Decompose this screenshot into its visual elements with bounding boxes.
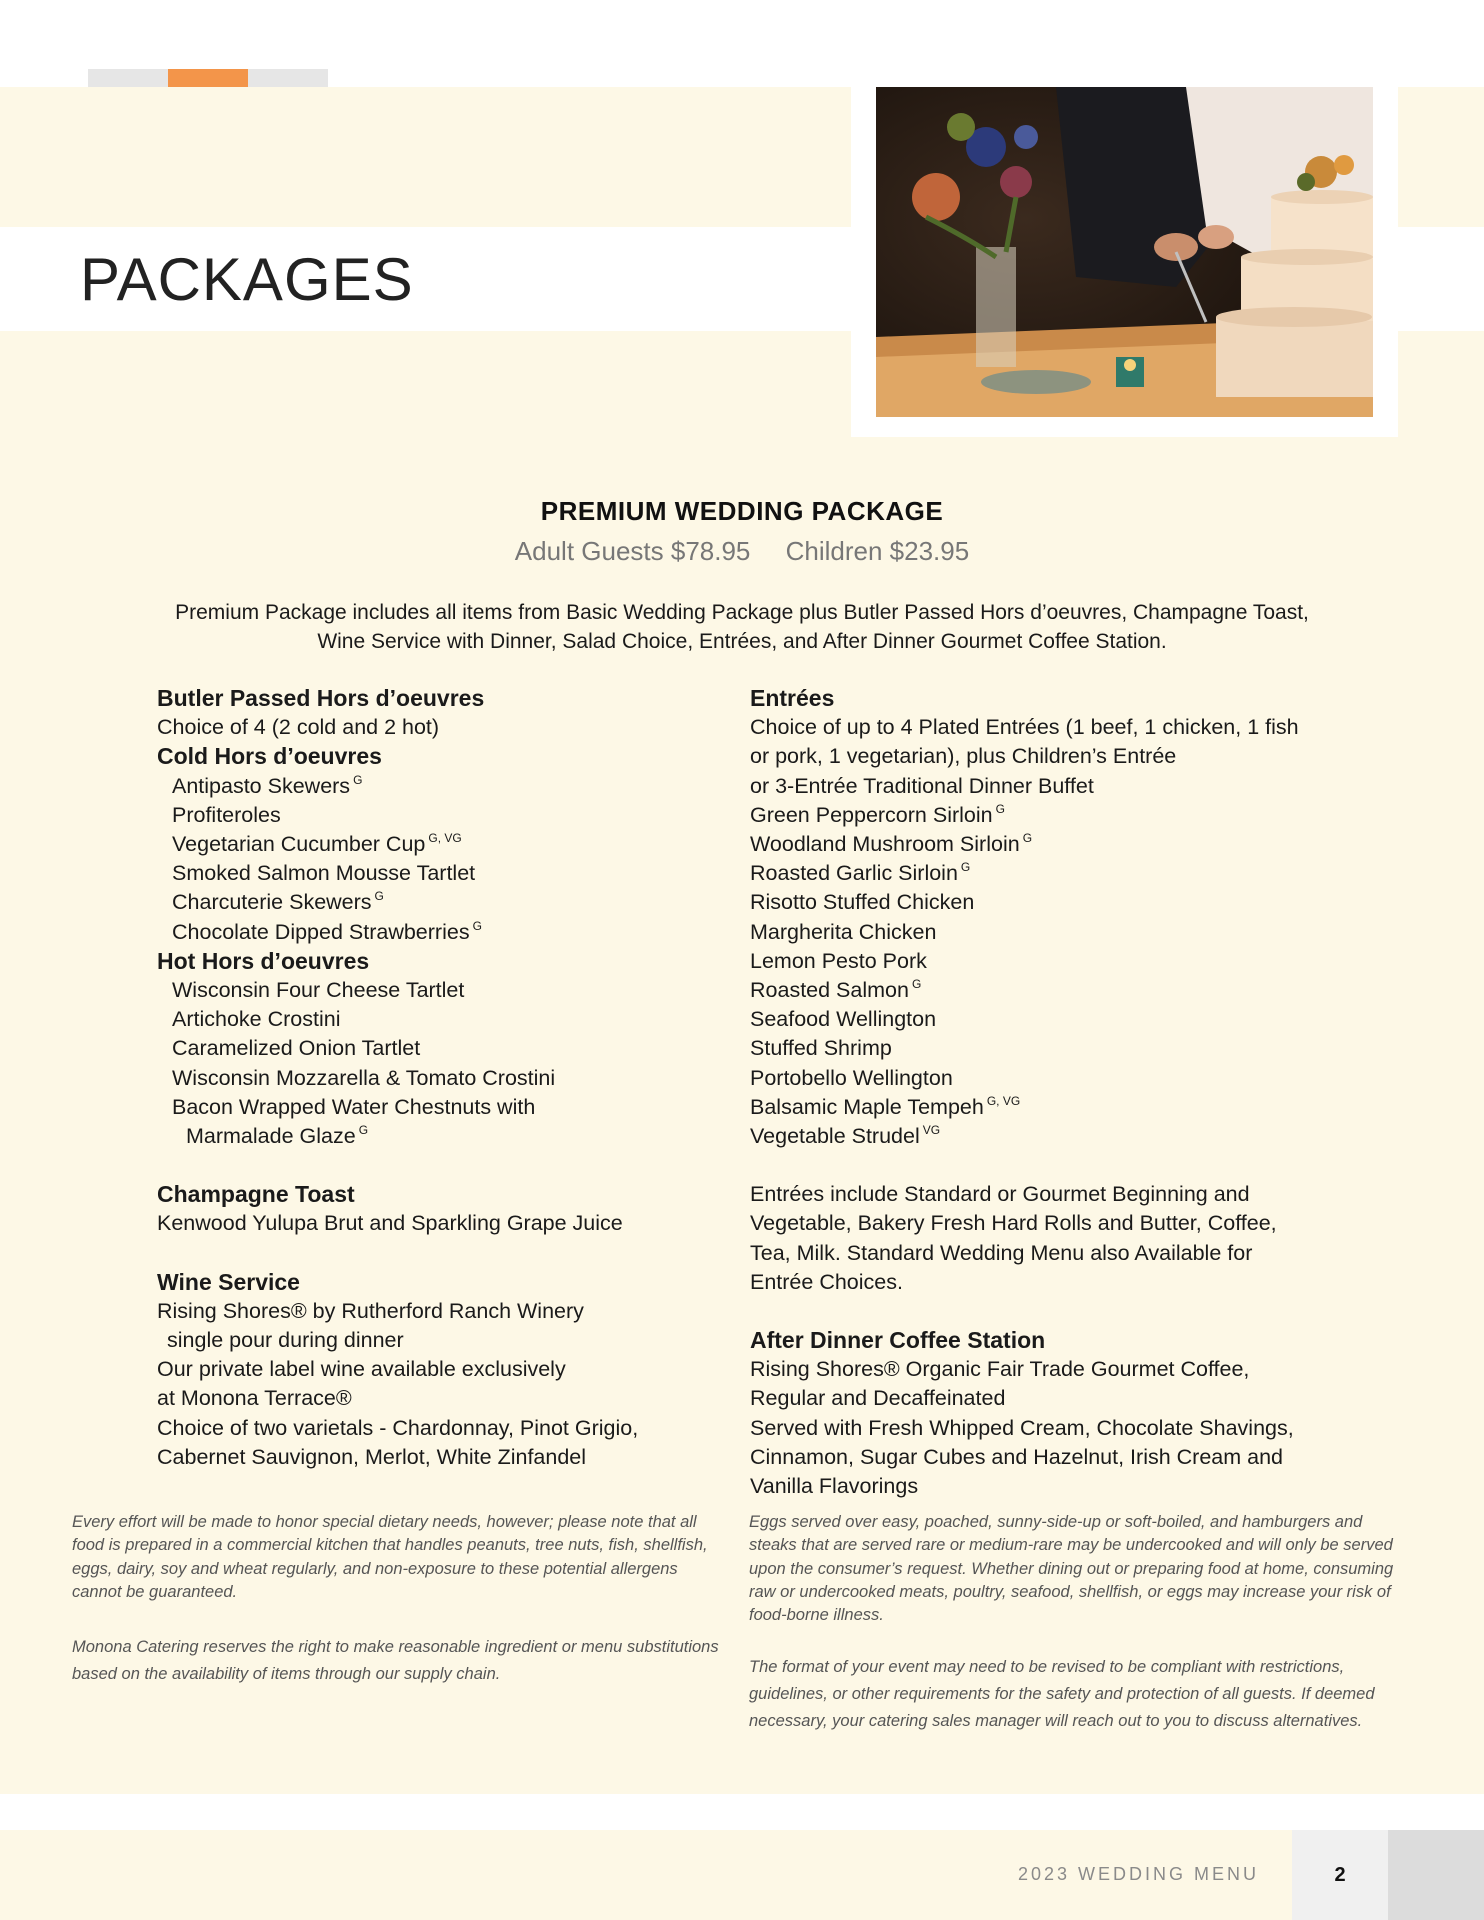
allergen-disclaimer: Every effort will be made to honor special dietary needs, however; please note that all food is prepared in a commercial kitchen that handles peanuts, tree nuts, fish, shellfish, eggs, dairy, soy and wheat regularly, and non-exposure to these potential allergens cannot be guaranteed. (72, 1513, 708, 1601)
cold-hors-doeuvres-heading: Cold Hors d’oeuvres (157, 743, 382, 770)
wine-line: Our private label wine available exclusively (157, 1357, 566, 1382)
entrees-note: Entrées include Standard or Gourmet Beginning and (750, 1182, 1250, 1207)
hors-doeuvres-heading: Butler Passed Hors d’oeuvres (157, 685, 485, 711)
wedding-cake-photo (876, 87, 1373, 417)
list-item: Wisconsin Four Cheese Tartlet (172, 978, 465, 1003)
entrees-note: Tea, Milk. Standard Wedding Menu also Available for (750, 1240, 1253, 1265)
tab-block-gray (248, 69, 328, 87)
adult-price: Adult Guests $78.95 (514, 536, 751, 566)
list-item: Woodland Mushroom Sirloin $^G$ (750, 831, 1033, 857)
coffee-line: Cinnamon, Sugar Cubes and Hazelnut, Irish Cream and (750, 1444, 1284, 1469)
list-item: Bacon Wrapped Water Chestnuts with (172, 1094, 536, 1119)
list-item: Balsamic Maple Tempeh $^{G, VG}$ (750, 1093, 1021, 1119)
list-item: Vegetable Strudel $^{VG}$ (750, 1123, 941, 1149)
tab-block-gray (88, 69, 168, 87)
list-item: Caramelized Onion Tartlet (172, 1036, 421, 1061)
list-item: Seafood Wellington (750, 1007, 937, 1032)
page-edge-tab (1388, 1830, 1484, 1920)
child-price: Children $23.95 (785, 536, 970, 566)
right-column (750, 684, 1350, 1501)
list-item: Smoked Salmon Mousse Tartlet (172, 861, 476, 886)
package-description: Premium Package includes all items from Basic Wedding Package plus Butler Passed Hors d’oeuvres, Champagne Toast, Wine Service with Dinner, Salad Choice, Entrées, and After Dinner Gourmet Coffee Station. (175, 601, 1309, 653)
list-item-continued: Marmalade Glaze $^G$ (186, 1123, 369, 1149)
list-item: Profiteroles (172, 802, 281, 827)
wine-line: Cabernet Sauvignon, Merlot, White Zinfandel (157, 1444, 587, 1469)
wine-line: Choice of two varietals - Chardonnay, Pinot Grigio, (157, 1415, 639, 1440)
tab-block-accent (168, 69, 248, 87)
entrees-intro: or pork, 1 vegetarian), plus Children’s Entrée (750, 744, 1177, 769)
photo-frame (851, 87, 1398, 437)
list-item: Lemon Pesto Pork (750, 948, 927, 973)
champagne-heading: Champagne Toast (157, 1181, 355, 1208)
left-column (157, 684, 717, 1472)
list-item: Charcuterie Skewers $^G$ (172, 889, 384, 915)
entrees-note: Vegetable, Bakery Fresh Hard Rolls and Butter, Coffee, (750, 1211, 1277, 1236)
coffee-line: Regular and Decaffeinated (750, 1386, 1006, 1411)
footer-band (0, 1830, 1484, 1920)
package-title: PREMIUM WEDDING PACKAGE (540, 496, 944, 526)
page-title: PACKAGES (80, 246, 414, 313)
coffee-heading: After Dinner Coffee Station (750, 1327, 1046, 1354)
raw-food-disclaimer: Eggs served over easy, poached, sunny-side-up or soft-boiled, and hamburgers and steaks that are served rare or medium-rare may be undercooked and will only be served upon the consumer’s request. Whether dining out or preparing food at home, consuming raw or undercooked meats, poultry, seafood, shellfish, or eggs may increase your risk of food-borne illness. (749, 1513, 1394, 1625)
wine-line: Rising Shores® by Rutherford Ranch Winery (157, 1298, 584, 1323)
list-item: Stuffed Shrimp (750, 1036, 892, 1061)
event-format-disclaimer: The format of your event may need to be revised to be compliant with restrictions, guidelines, or other requirements for the safety and protection of all guests. If deemed necessary, your catering sales manager will reach out to you to discuss alternatives. (749, 1658, 1375, 1730)
list-item: Green Peppercorn Sirloin $^G$ (750, 801, 1005, 827)
list-item: Margherita Chicken (750, 919, 937, 944)
entrees-heading: Entrées (750, 685, 835, 711)
footer-label: 2023 WEDDING MENU (1018, 1864, 1260, 1884)
list-item: Portobello Wellington (750, 1065, 953, 1090)
list-item: Chocolate Dipped Strawberries $^G$ (172, 918, 482, 944)
entrees-intro: Choice of up to 4 Plated Entrées (1 beef, 1 chicken, 1 fish (750, 715, 1299, 740)
wine-heading: Wine Service (157, 1268, 300, 1295)
list-item: Risotto Stuffed Chicken (750, 890, 975, 915)
wine-line: at Monona Terrace® (157, 1386, 352, 1411)
coffee-line: Rising Shores® Organic Fair Trade Gourmet Coffee, (750, 1357, 1250, 1382)
substitution-disclaimer: Monona Catering reserves the right to make reasonable ingredient or menu substitutions based on the availability of items through our supply chain. (72, 1638, 719, 1683)
entrees-note: Entrée Choices. (750, 1269, 903, 1294)
list-item: Roasted Salmon $^G$ (750, 977, 922, 1003)
hot-hors-doeuvres-heading: Hot Hors d’oeuvres (157, 947, 370, 974)
list-item: Vegetarian Cucumber Cup $^{G, VG}$ (172, 831, 462, 857)
list-item: Wisconsin Mozzarella & Tomato Crostini (172, 1065, 556, 1090)
champagne-text: Kenwood Yulupa Brut and Sparkling Grape Juice (157, 1211, 623, 1236)
entrees-intro: or 3-Entrée Traditional Dinner Buffet (750, 773, 1094, 798)
list-item: Roasted Garlic Sirloin $^G$ (750, 860, 971, 886)
list-item: Antipasto Skewers $^G$ (172, 772, 363, 798)
wine-line: single pour during dinner (167, 1328, 404, 1353)
package-prices (0, 536, 1484, 567)
page-number: 2 (1292, 1830, 1388, 1920)
coffee-line: Served with Fresh Whipped Cream, Chocolate Shavings, (750, 1415, 1294, 1440)
tab-strip (88, 69, 328, 87)
list-item: Artichoke Crostini (172, 1007, 341, 1032)
coffee-line: Vanilla Flavorings (750, 1474, 919, 1499)
hors-doeuvres-choice: Choice of 4 (2 cold and 2 hot) (157, 715, 440, 740)
